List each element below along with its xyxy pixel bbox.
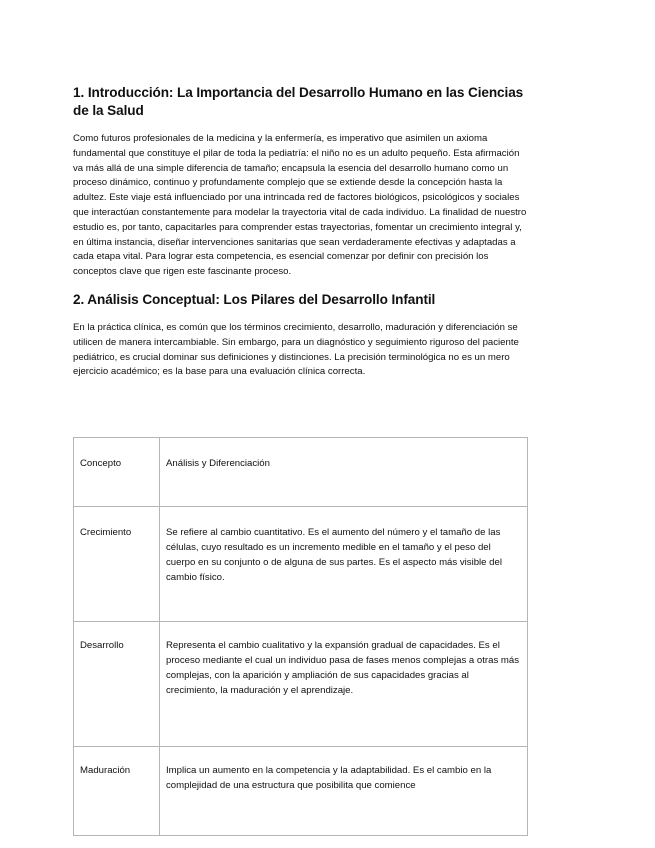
section-2-title: 2. Análisis Conceptual: Los Pilares del Desarrollo Infantil [73,291,436,307]
section-2-paragraph: En la práctica clínica, es común que los términos crecimiento, desarrollo, maduración y diferenciación se utilicen de manera intercambiable. Sin embargo, para un diagnóstico y seguimiento riguroso del paciente pediátrico, es crucial dominar sus definiciones y distinciones. La precisión terminológica no es un mero ejercicio académico; es la base para una evaluación clínica correcta. [73,321,519,378]
document-body [73,84,528,380]
row-description: Se refiere al cambio cuantitativo. Es el aumento del número y el tamaño de las células, cuyo resultado es un incremento medible en el tamaño y el peso del cuerpo en su conjunto o de alguna de sus partes. Es el aspecto más visible del cambio físico. [160,507,528,622]
table-row [74,622,528,747]
table-row [74,507,528,622]
row-concept: Maduración [74,747,160,836]
row-concept: Crecimiento [74,507,160,622]
section-1-paragraph: Como futuros profesionales de la medicina y la enfermería, es imperativo que asimilen un axioma fundamental que constituye el pilar de toda la pediatría: el niño no es un adulto pequeño. Esta afirmación va más allá de una simple diferencia de tamaño; encapsula la esencia del desarrollo humano como un proceso dinámico, continuo y profundamente complejo que se extiende desde la concepción hasta la adultez. Este viaje está influenciado por una intrincada red de factores biológicos, psicológicos y sociales que interactúan constantemente para modelar la trayectoria vital de cada individuo. La finalidad de nuestro estudio es, por tanto, capacitarles para comprender estas trayectorias, fomentar un crecimiento integral y, en última instancia, diseñar intervenciones sanitarias que sean verdaderamente efectivas y adaptadas a cada etapa vital. Para lograr esta competencia, es esencial comenzar por definir con precisión los conceptos clave que rigen este fascinante proceso. [73,133,527,278]
table-header-row [74,438,528,507]
row-description: Representa el cambio cualitativo y la expansión gradual de capacidades. Es el proceso mediante el cual un individuo pasa de fases menos complejas a otras más complejas, con la aparición y ampliación de sus capacidades gracias al crecimiento, la maduración y el aprendizaje. [160,622,528,747]
row-concept: Desarrollo [74,622,160,747]
row-description: Implica un aumento en la competencia y la adaptabilidad. Es el cambio en la complejidad de una estructura que posibilita que comience [160,747,528,836]
section-1-title: 1. Introducción: La Importancia del Desarrollo Humano en las Ciencias de la Salud [73,85,524,118]
header-concept: Concepto [74,438,160,507]
concepts-table [73,437,528,836]
table-row [74,747,528,836]
header-analysis: Análisis y Diferenciación [160,438,528,507]
